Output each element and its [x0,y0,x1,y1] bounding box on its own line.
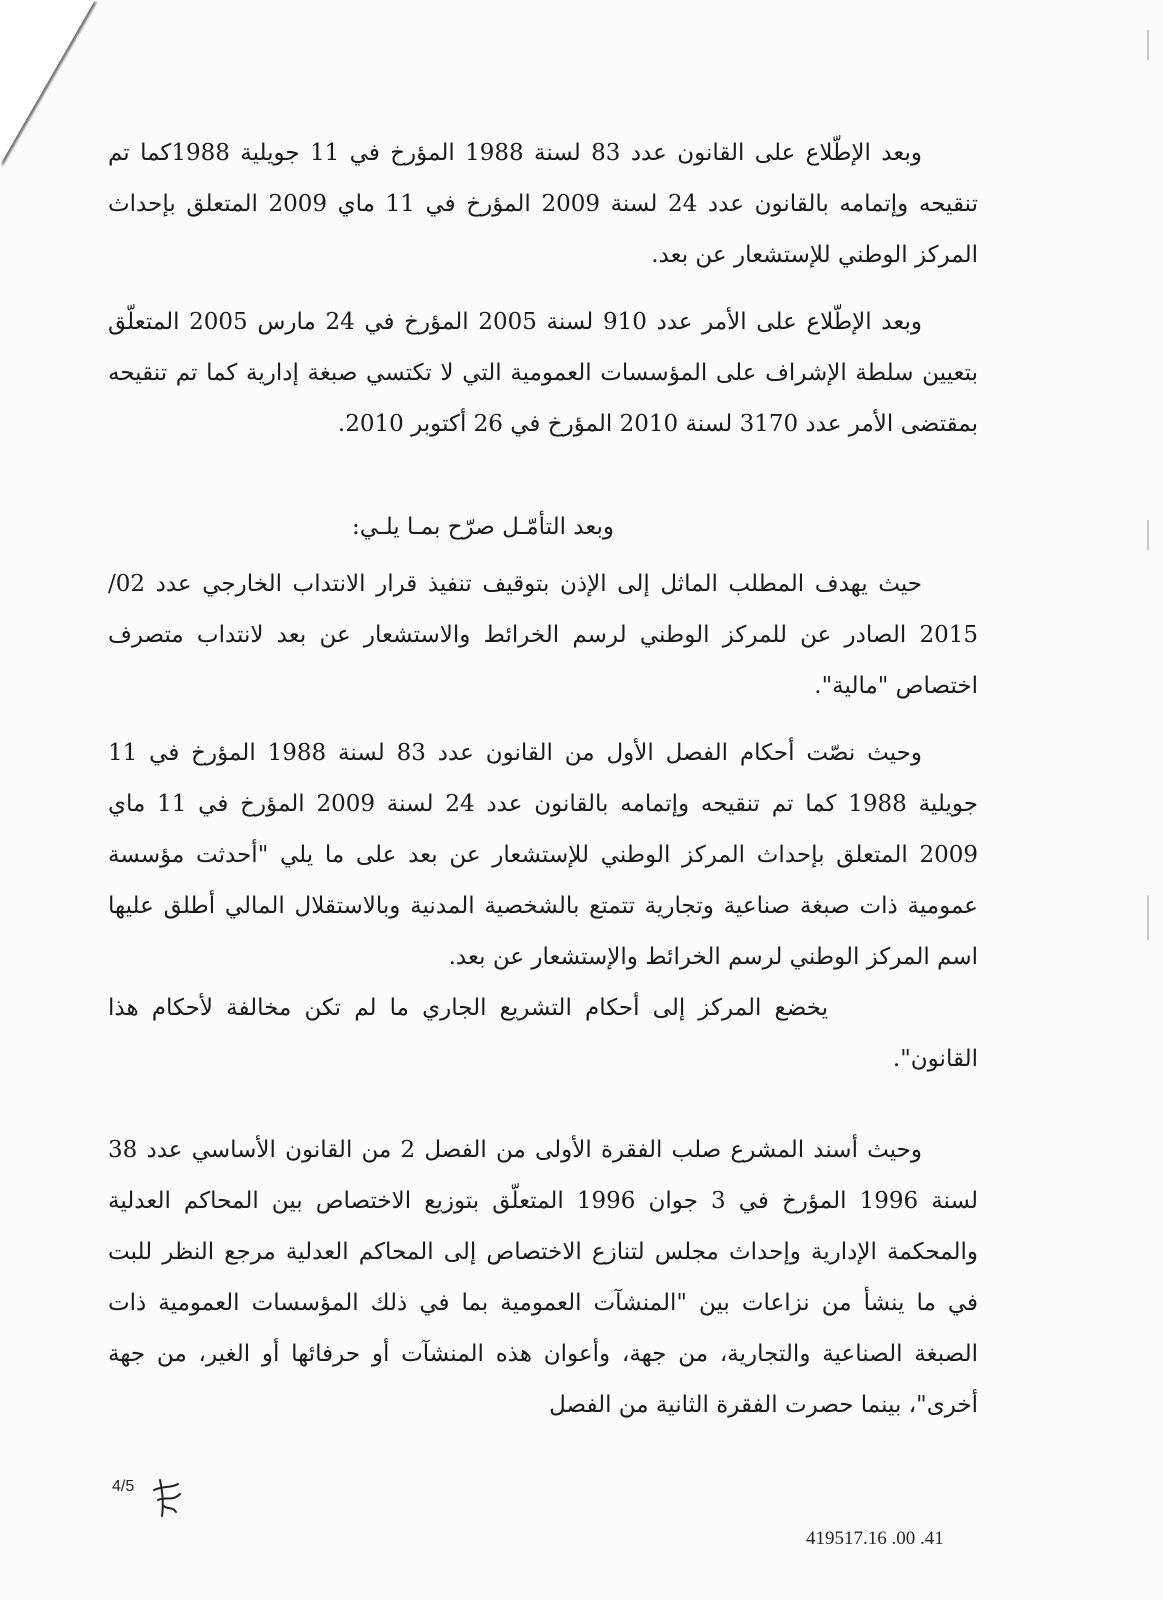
scan-edge-mark [1147,520,1149,550]
preamble-paragraph-1: وبعد الإطّلاع على القانون عدد 83 لسنة 1988 المؤرخ في 11 جويلية 1988كما تم تنقيحه وإتمامه بالقانون عدد 24 لسنة 2009 المؤرخ في 11 ماي 2009 المتعلق بإحداث المركز الوطني للإستشعار عن بعد. [108,140,978,268]
document-reference-code: 419517.16 .00 .41 [806,1528,944,1549]
reasoning-paragraph-1: حيث يهدف المطلب الماثل إلى الإذن بتوقيف تنفيذ قرار الانتداب الخارجي عدد 02/ 2015 الصادر عن للمركز الوطني لرسم الخرائط والاستشعار عن بعد لانتداب متصرف اختصاص "مالية". [108,571,978,699]
scan-edge-mark [1147,895,1149,940]
folded-page-corner [0,0,95,165]
scan-edge-mark [1147,30,1149,60]
reasoning-paragraph-2: وحيث نصّت أحكام الفصل الأول من القانون عدد 83 لسنة 1988 المؤرخ في 11 جويلية 1988 كما تم تنقيحه وإتمامه بالقانون عدد 24 لسنة 2009 المؤرخ في 11 ماي 2009 المتعلق بإحداث المركز الوطني للإستشعار عن بعد على ما يلي "أحدثت مؤسسة عمومية ذات صبغة صناعية وتجارية تتمتع بالشخصية المدنية وبالاستقلال المالي أطلق عليها اسم المركز الوطني لرسم الخرائط والإستشعار عن بعد. [108,740,978,970]
reasoning-paragraph-3: وحيث أسند المشرع صلب الفقرة الأولى من الفصل 2 من القانون الأساسي عدد 38 لسنة 1996 المؤرخ في 3 جوان 1996 المتعلّق بتوزيع الاختصاص بين المحاكم العدلية والمحكمة الإدارية وإحداث مجلس لتنازع الاختصاص إلى المحاكم العدلية مرجع النظر للبت في ما ينشأ من نزاعات بين "المنشآت العمومية بما في ذلك المؤسسات العمومية ذات الصبغة الصناعية والتجارية، من جهة، وأعوان هذه المنشآت أو حرفائها أو الغير، من جهة أخرى"، بينما حصرت الفقرة الثانية من الفصل [108,1137,979,1418]
section-heading: وبعد التأمّـل صرّح بمـا يلـي: [352,514,614,540]
quoted-law-continuation: يخضع المركز إلى أحكام التشريع الجاري ما لم تكن مخالفة لأحكام هذا القانون". [108,995,978,1072]
document-body [108,128,978,1431]
initials-signature-icon [150,1476,184,1520]
page-number: 4/5 [112,1478,135,1495]
preamble-paragraph-2: وبعد الإطّلاع على الأمر عدد 910 لسنة 2005 المؤرخ في 24 مارس 2005 المتعلّق بتعيين سلطة الإشراف على المؤسسات العمومية التي لا تكتسي صبغة إدارية كما تم تنقيحه بمقتضى الأمر عدد 3170 لسنة 2010 المؤرخ في 26 أكتوبر 2010. [108,309,978,437]
